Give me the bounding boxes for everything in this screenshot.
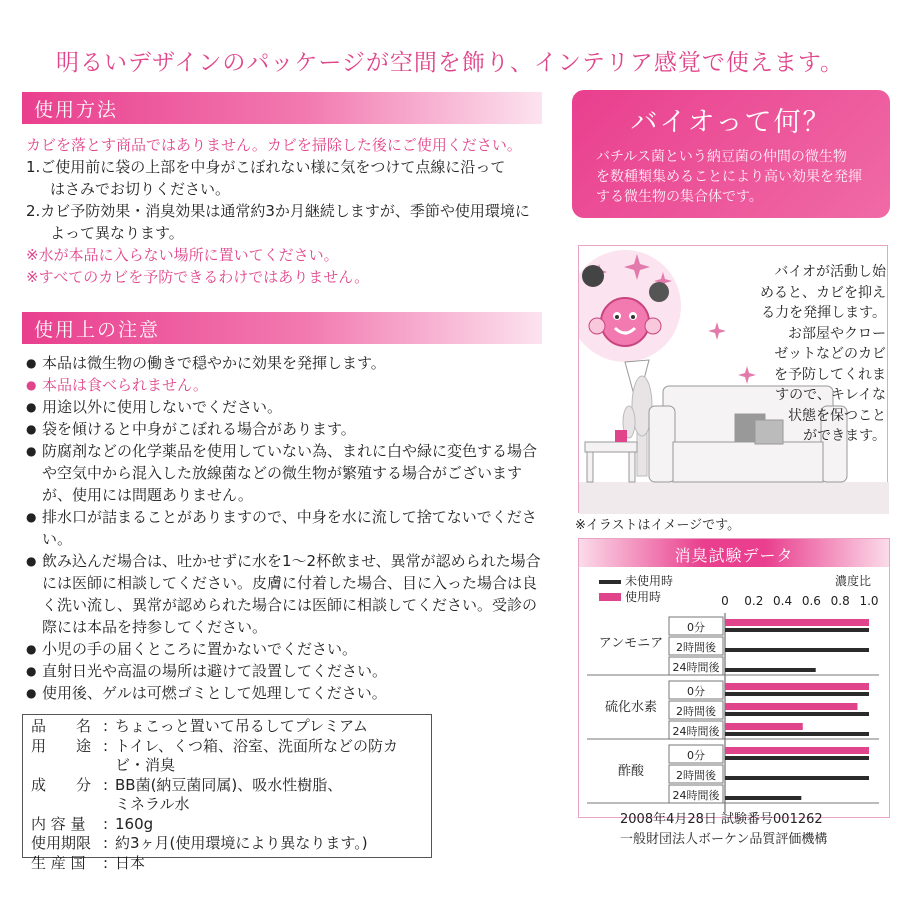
tick-label: 0.6 xyxy=(801,594,821,608)
product-spec-box xyxy=(22,714,432,872)
bio-description: バチルス菌という納豆菌の仲間の微生物 を数種類集めることにより高い効果を発揮 する微生物の集合体です。 xyxy=(596,149,862,205)
legend-label: 使用時 xyxy=(625,590,662,604)
category-label: 0分 xyxy=(687,685,705,698)
test-date: 2008年4月28日 試験番号001262 xyxy=(620,812,823,827)
category-label: 2時間後 xyxy=(676,705,716,718)
spec-label xyxy=(31,795,103,815)
spec-row xyxy=(31,795,423,815)
caution-item: ● 直射日光や高温の場所は避けて設置してください。 xyxy=(26,660,550,682)
bio-title: バイオって何？ xyxy=(630,107,832,138)
category-label: 24時間後 xyxy=(672,661,720,674)
illustration-caption: バイオが活動し始 めると、カビを抑え る力を発揮します。 お部屋やクロー ゼットなどのカビ を予防してくれま すので、キレイな 状態を保つこと ができます。 xyxy=(760,264,886,444)
illustration-note: ※イラストはイメージです。 xyxy=(575,518,741,533)
spec-value: ミネラル水 xyxy=(115,795,190,813)
bar-unused xyxy=(725,756,869,760)
bar-unused xyxy=(725,628,869,632)
caution-item: ● 袋を傾けると中身がこぼれる場合があります。 xyxy=(26,418,550,440)
usage-note-1: ※水が本品に入らない場所に置いてください。 xyxy=(26,246,339,264)
deodorant-test-chart xyxy=(578,538,890,818)
caution-item: ● 防腐剤などの化学薬品を使用していない為、まれに白や緑に変色する場合や空気中から混入した放線菌などの微生物が繁殖する場合がございますが、使用には問題ありません。 xyxy=(26,440,550,506)
axis-label: 濃度比 xyxy=(834,574,871,588)
usage-step-1b: はさみでお切りください。 xyxy=(50,180,231,198)
spec-row: 品 名 : ちょこっと置いて吊るしてプレミアム xyxy=(31,717,423,737)
caution-item: ● 排水口が詰まることがありますので、中身を水に流して捨てないでください。 xyxy=(26,506,550,550)
category-label: 2時間後 xyxy=(676,769,716,782)
floor xyxy=(579,482,889,514)
spec-value: トイレ、くつ箱、浴室、洗面所などの防カビ・消臭 xyxy=(115,736,399,774)
usage-section xyxy=(26,134,546,288)
category-label: 24時間後 xyxy=(672,789,720,802)
bar-unused xyxy=(725,796,801,800)
bar-unused xyxy=(725,648,869,652)
spec-row: 使用期限 : 約3ヶ月(使用環境により異なります。) xyxy=(31,834,423,854)
caution-item: ● 本品は食べられません。 xyxy=(26,374,550,396)
spec-row: 生 産 国 : 日本 xyxy=(31,854,423,874)
spec-value: 日本 xyxy=(115,853,146,872)
caution-item: ● 使用後、ゲルは可燃ゴミとして処理してください。 xyxy=(26,682,550,704)
bar-unused xyxy=(725,712,869,716)
spec-label: 品 名 xyxy=(31,717,92,735)
legend-swatch xyxy=(599,593,621,601)
caution-item: ● 本品は微生物の働きで穏やかに効果を発揮します。 xyxy=(26,352,550,374)
tick-label: 0.4 xyxy=(773,594,793,608)
bar-unused xyxy=(725,776,869,780)
spec-row: 用 途 : トイレ、くつ箱、浴室、洗面所などの防カビ・消臭 xyxy=(31,737,423,776)
chart-svg xyxy=(579,567,889,817)
test-organization: 一般財団法人ボーケン品質評価機構 xyxy=(620,832,828,847)
spec-label: 内 容 量 xyxy=(31,814,86,833)
spec-value: BB菌(納豆菌同属)、吸水性樹脂、 xyxy=(115,775,343,794)
legend-swatch xyxy=(599,580,621,584)
side-table-icon xyxy=(585,442,637,482)
tick-label: 0 xyxy=(721,594,729,608)
bar-used xyxy=(725,683,869,690)
caution-list xyxy=(26,352,550,704)
bar-unused xyxy=(725,668,816,672)
usage-intro: カビを落とす商品ではありません。カビを掃除した後にご使用ください。 xyxy=(26,136,522,154)
spec-value: ちょこっと置いて吊るしてプレミアム xyxy=(115,717,369,735)
tick-label: 1.0 xyxy=(859,594,879,608)
group-label: アンモニア xyxy=(598,636,664,651)
spec-label: 使用期限 xyxy=(31,834,92,852)
usage-step-2b: よって異なります。 xyxy=(50,224,184,242)
legend-label: 未使用時 xyxy=(625,574,674,588)
group-label: 硫化水素 xyxy=(604,700,658,715)
caution-item: ● 小児の手の届くところに置かないでください。 xyxy=(26,638,550,660)
category-label: 24時間後 xyxy=(672,725,720,738)
spec-row: 内 容 量 : 160g xyxy=(31,815,423,835)
bar-used xyxy=(725,703,857,710)
bar-unused xyxy=(725,732,869,736)
spec-label: 生 産 国 xyxy=(31,853,86,872)
spec-label: 用 途 xyxy=(31,736,92,755)
chart-title: 消臭試験データ xyxy=(579,539,889,567)
spec-value: 160g xyxy=(115,814,154,833)
bio-info-box xyxy=(572,90,890,218)
product-icon xyxy=(615,430,627,442)
tick-label: 0.8 xyxy=(830,594,850,608)
usage-step-1a: 1.ご使用前に袋の上部を中身がこぼれない様に気をつけて点線に沿って xyxy=(26,158,506,176)
tick-label: 0.2 xyxy=(744,594,764,608)
bar-unused xyxy=(725,692,869,696)
category-label: 2時間後 xyxy=(676,641,716,654)
bar-used xyxy=(725,723,803,730)
bar-used xyxy=(725,747,869,754)
caution-item: ● 用途以外に使用しないでください。 xyxy=(26,396,550,418)
spec-value: 約3ヶ月(使用環境により異なります。) xyxy=(115,834,368,852)
headline: 明るいデザインのパッケージが空間を飾り、インテリア感覚で使えます。 xyxy=(55,50,845,76)
group-label: 酢酸 xyxy=(617,764,645,779)
spec-row: 成 分 : BB菌(納豆菌同属)、吸水性樹脂、 xyxy=(31,776,423,796)
usage-section-title: 使用方法 xyxy=(22,92,542,124)
category-label: 0分 xyxy=(687,749,705,762)
caution-section-title: 使用上の注意 xyxy=(22,312,542,344)
usage-step-2a: 2.カビ予防効果・消臭効果は通常約3か月継続しますが、季節や使用環境に xyxy=(26,202,530,220)
bar-used xyxy=(725,619,869,626)
usage-note-2: ※すべてのカビを予防できるわけではありません。 xyxy=(26,268,370,286)
spec-label: 成 分 xyxy=(31,775,92,794)
category-label: 0分 xyxy=(687,621,705,634)
caution-item: ● 飲み込んだ場合は、吐かせずに水を1～2杯飲ませ、異常が認められた場合には医師に相談してください。皮膚に付着した場合、目に入った場合は良く洗い流し、異常が認められた場合には医師に相談してください。受診の際には本品を持参してください。 xyxy=(26,550,550,638)
